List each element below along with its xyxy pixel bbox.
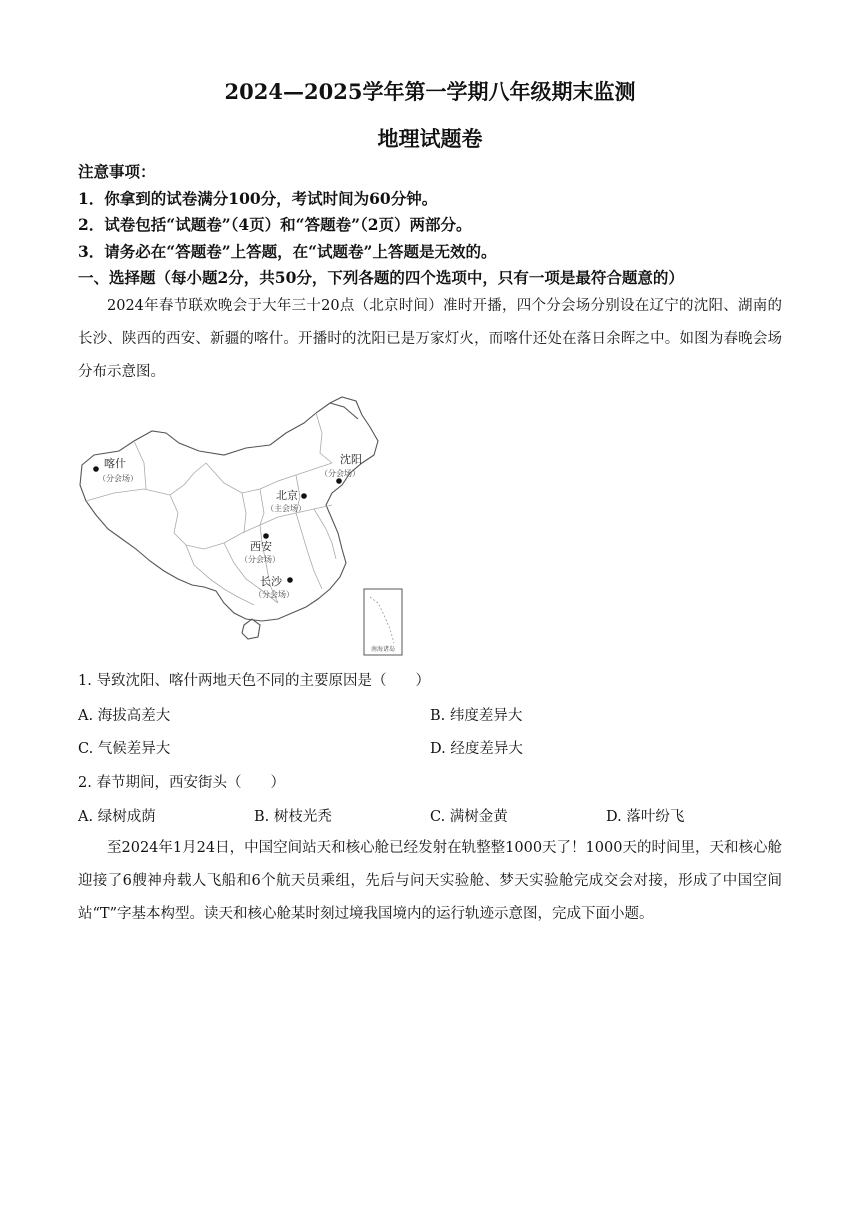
beijing-dot	[301, 493, 307, 499]
kashi-sub-label: （分会场）	[98, 474, 138, 483]
changsha-dot	[287, 577, 293, 583]
changsha-sub-label: （分会场）	[254, 590, 294, 599]
inset-label: 南海诸岛	[370, 646, 396, 653]
changsha-label: 长沙	[260, 575, 282, 588]
exam-title: 2024—2025学年第一学期八年级期末监测	[224, 79, 636, 104]
kashi-dot	[93, 466, 99, 472]
q2-option-b[interactable]: B. 树枝光秃	[254, 809, 332, 825]
notes-heading: 注意事项：	[78, 162, 156, 181]
q1-option-b[interactable]: B. 纬度差异大	[430, 708, 523, 724]
kashi-label: 喀什	[104, 457, 126, 470]
q2-option-d[interactable]: D. 落叶纷飞	[606, 809, 685, 825]
q2-option-a[interactable]: A. 绿树成荫	[78, 809, 156, 825]
exam-subtitle: 地理试题卷	[377, 126, 483, 151]
section-heading: 一、选择题（每小题2分，共50分，下列各题的四个选项中，只有一项是最符合题意的）	[78, 268, 684, 287]
xian-label: 西安	[250, 540, 272, 553]
beijing-sub-label: （主会场）	[266, 504, 306, 513]
note-item-3: 3．请务必在“答题卷”上答题，在“试题卷”上答题是无效的。	[78, 242, 497, 261]
china-outline	[80, 397, 378, 639]
note-item-2: 2．试卷包括“试题卷”（4页）和“答题卷”（2页）两部分。	[78, 215, 472, 234]
shenyang-dot	[336, 478, 342, 484]
q1-option-a[interactable]: A. 海拔高差大	[78, 708, 171, 724]
city-markers	[93, 466, 342, 583]
q1-option-d[interactable]: D. 经度差异大	[430, 741, 523, 757]
passage-spring-gala: 2024年春节联欢晚会于大年三十20点（北京时间）准时开播，四个分会场分别设在辽宁的沈阳、湖南的长沙、陕西的西安、新疆的喀什。开播时的沈阳已是万家灯火，而喀什还处在落日余晖之中。如图为春晚会场分布示意图。	[78, 298, 782, 380]
xian-dot	[263, 533, 269, 539]
q1-option-c[interactable]: C. 气候差异大	[78, 741, 171, 757]
shenyang-sub-label: （分会场）	[320, 469, 360, 478]
shenyang-label: 沈阳	[340, 453, 362, 466]
q2-option-c[interactable]: C. 满树金黄	[430, 809, 508, 825]
south-china-sea-inset	[364, 589, 402, 655]
china-venue-map	[74, 393, 410, 661]
note-item-1: 1．你拿到的试卷满分100分，考试时间为60分钟。	[78, 189, 438, 208]
question-2-stem: 2. 春节期间，西安街头（ ）	[78, 775, 285, 791]
xian-sub-label: （分会场）	[240, 555, 280, 564]
beijing-label: 北京	[276, 489, 298, 502]
question-1-stem: 1. 导致沈阳、喀什两地天色不同的主要原因是（ ）	[78, 673, 430, 689]
passage-space-station: 至2024年1月24日，中国空间站天和核心舱已经发射在轨整整1000天了！1000天的时间里，天和核心舱迎接了6艘神舟载人飞船和6个航天员乘组，先后与问天实验舱、梦天实验舱完成交会对接，形成了中国空间站“T”字基本构型。读天和核心舱某时刻过境我国境内的运行轨迹示意图，完成下面小题。	[78, 840, 782, 922]
